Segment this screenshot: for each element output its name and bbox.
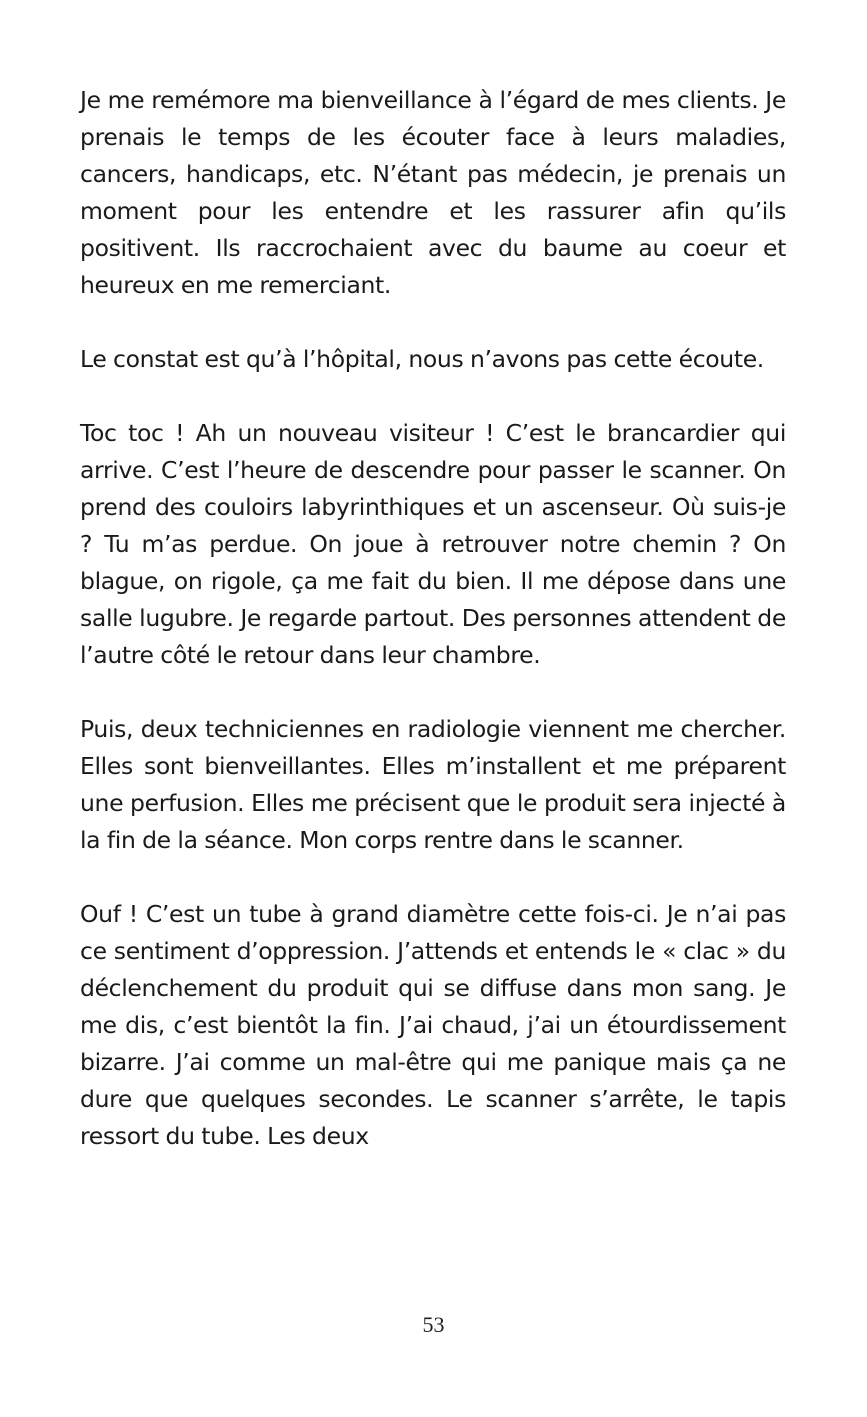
paragraph: Ouf ! C’est un tube à grand diamètre cette fois-ci. Je n’ai pas ce sentiment d’oppression. J’attends et entends le « clac » du déclenchement du produit qui se diffuse dans mon sang. Je me dis, c’est bientôt la fin. J’ai chaud, j’ai un étourdissement bizarre. J’ai comme un mal-être qui me panique mais ça ne dure que quelques secondes. Le scanner s’arrête, le tapis ressort du tube. Les deux — [80, 900, 786, 1150]
paragraph: Je me remémore ma bienveillance à l’égard de mes clients. Je prenais le temps de les écouter face à leurs maladies, cancers, handicaps, etc. N’étant pas médecin, je prenais un moment pour les entendre et les rassurer afin qu’ils positivent. Ils raccrochaient avec du baume au coeur et heureux en me remerciant. — [80, 86, 786, 299]
page-number: 53 — [422, 1312, 445, 1337]
page-body — [80, 82, 786, 1192]
paragraph: Toc toc ! Ah un nouveau visiteur ! C’est le brancardier qui arrive. C’est l’heure de descendre pour passer le scanner. On prend des couloirs labyrinthiques et un ascenseur. Où suis-je ? Tu m’as perdue. On joue à retrouver notre chemin ? On blague, on rigole, ça me fait du bien. Il me dépose dans une salle lugubre. Je regarde partout. Des personnes attendent de l’autre côté le retour dans leur chambre. — [80, 419, 786, 669]
paragraph: Puis, deux techniciennes en radiologie viennent me chercher. Elles sont bienveillantes. Elles m’installent et me préparent une perfusion. Elles me précisent que le produit sera injecté à la fin de la séance. Mon corps rentre dans le scanner. — [80, 715, 786, 854]
paragraph: Le constat est qu’à l’hôpital, nous n’avons pas cette écoute. — [80, 345, 764, 373]
